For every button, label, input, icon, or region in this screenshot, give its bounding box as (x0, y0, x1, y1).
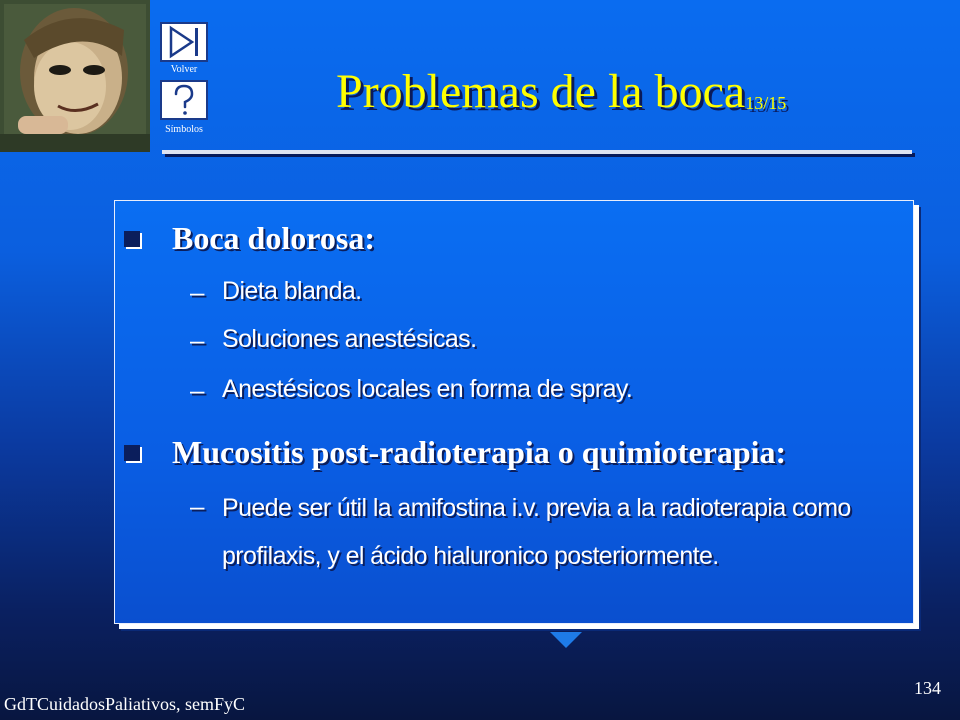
footer-text: GdTCuidadosPaliativos, semFyC (4, 694, 246, 714)
dash-bullet: – (190, 325, 205, 355)
dash-bullet: – (190, 491, 205, 521)
bullet-item (124, 220, 375, 257)
bullet-label-text: Boca dolorosa (172, 220, 365, 256)
back-button[interactable] (160, 22, 208, 62)
play-to-end-icon (162, 24, 206, 60)
next-slide-arrow-icon[interactable] (550, 632, 582, 650)
sub-item (190, 276, 362, 308)
sub-item-text: Puede ser útil la amifostina i.v. previa a la radioterapia como profilaxis, y el ácido hialuronico posteriormente. (222, 494, 851, 570)
bullet-colon: : (364, 220, 375, 256)
square-bullet-icon (124, 231, 140, 247)
back-button-label[interactable]: Volver (170, 64, 198, 75)
bullet-item (124, 434, 786, 471)
sub-item-text: Anestésicos locales en forma de spray. (222, 375, 633, 403)
sub-item-text: Soluciones anestésicas. (222, 325, 477, 353)
symbols-button[interactable] (160, 80, 208, 120)
sub-item (190, 324, 476, 356)
bullet-label (172, 434, 786, 471)
dash-bullet: – (190, 375, 205, 405)
bullet-label-text: Mucositis post-radioterapia o quimioterapia (172, 434, 776, 470)
portrait-image (0, 0, 150, 152)
bullet-label (172, 220, 375, 257)
slide-title-text: Problemas de la boca (336, 65, 746, 118)
sub-item (190, 490, 912, 580)
sub-item (190, 374, 632, 406)
dash-bullet: – (190, 277, 205, 307)
portrait-illustration (0, 0, 150, 152)
slide-index: 13/15 (745, 93, 787, 113)
square-bullet-icon (124, 445, 140, 461)
title-divider (162, 150, 912, 154)
page-number: 134 (914, 678, 941, 698)
slide-title (336, 64, 786, 119)
bullet-colon: : (775, 434, 787, 470)
question-icon (162, 82, 206, 118)
sub-item-text: Dieta blanda. (222, 277, 362, 305)
symbols-button-label[interactable]: Símbolos (165, 124, 203, 135)
